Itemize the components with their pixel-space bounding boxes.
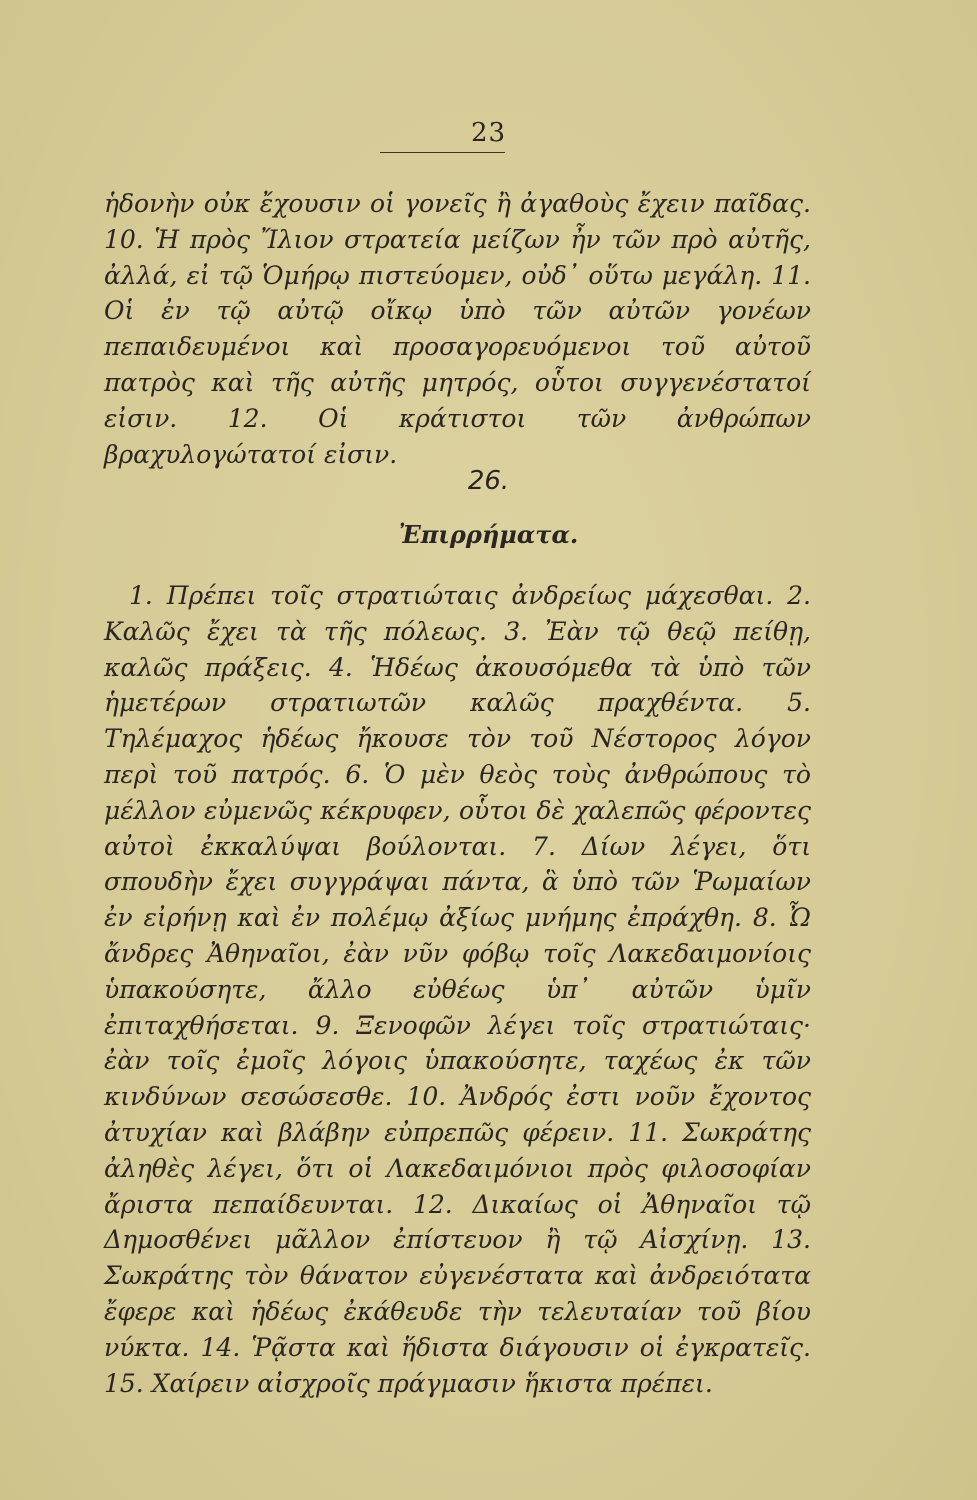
section-title: Ἐπιρρήματα. xyxy=(398,520,579,549)
continued-paragraph: ἡδονὴν οὐκ ἔχουσιν οἱ γονεῖς ἢ ἀγαθοὺς ἔχειν παῖδας. 10. Ἡ πρὸς Ἴλιον στρατεία μείζων ἦν τῶν πρὸ αὐτῆς, ἀλλά, εἰ τῷ Ὁμήρῳ πιστεύομεν, οὐδ᾽ οὕτω μεγάλη. 11. Οἱ ἐν τῷ αὐτῷ οἴκῳ ὑπὸ τῶν αὐτῶν γονέων πεπαιδευμένοι καὶ προσαγορευόμενοι τοῦ αὐτοῦ πατρὸς καὶ τῆς αὐτῆς μητρός, οὗτοι συγγενέστατοί εἰσιν. 12. Οἱ κράτιστοι τῶν ἀνθρώπων βραχυλογώτατοί εἰσιν. xyxy=(104,189,811,469)
exercise-paragraph: 1. Πρέπει τοῖς στρατιώταις ἀνδρείως μάχεσθαι. 2. Καλῶς ἔχει τὰ τῆς πόλεως. 3. Ἐὰν τῷ θεῷ πείθῃ, καλῶς πράξεις. 4. Ἡδέως ἀκουσόμεθα τὰ ὑπὸ τῶν ἡμετέρων στρατιωτῶν καλῶς πραχθέντα. 5. Τηλέμαχος ἡδέως ἤκουσε τὸν τοῦ Νέστορος λόγον περὶ τοῦ πατρός. 6. Ὁ μὲν θεὸς τοὺς ἀνθρώπους τὸ μέλλον εὐμενῶς κέκρυφεν, οὗτοι δὲ χαλεπῶς φέροντες αὐτοὶ ἐκκαλύψαι βούλονται. 7. Δίων λέγει, ὅτι σπουδὴν ἔχει συγγράψαι πάντα, ἃ ὑπὸ τῶν Ῥωμαίων ἐν εἰρήνῃ καὶ ἐν πολέμῳ ἀξίως μνήμης ἐπράχθη. 8. Ὦ ἄνδρες Ἀθηναῖοι, ἐὰν νῦν φόβῳ τοῖς Λακεδαιμονίοις ὑπακούσητε, ἄλλο εὐθέως ὑπ᾽ αὐτῶν ὑμῖν ἐπιταχθήσεται. 9. Ξενοφῶν λέγει τοῖς στρατιώταις· ἐὰν τοῖς ἐμοῖς λόγοις ὑπακούσητε, ταχέως ἐκ τῶν κινδύνων σεσώσεσθε. 10. Ἀνδρός ἐστι νοῦν ἔχοντος ἀτυχίαν καὶ βλάβην εὐπρεπῶς φέρειν. 11. Σωκράτης ἀληθὲς λέγει, ὅτι οἱ Λακεδαιμόνιοι πρὸς φιλοσοφίαν ἄριστα πεπαίδευνται. 12. Δικαίως οἱ Ἀθηναῖοι τῷ Δημοσθένει μᾶλλον ἐπίστευον ἢ τῷ Αἰσχίνῃ. 13. Σωκράτης τὸν θάνατον εὐγενέστατα καὶ ἀνδρειότατα ἔφερε καὶ ἡδέως ἐκάθευδε τὴν τελευταίαν τοῦ βίου νύκτα. 14. Ῥᾷστα καὶ ἥδιστα διάγουσιν οἱ ἐγκρατεῖς. 15. Χαίρειν αἰσχροῖς πράγμασιν ἥκιστα πρέπει. xyxy=(104,581,811,1398)
page-number: 23 xyxy=(470,118,507,148)
section-number: 26. xyxy=(467,466,510,496)
header-rule xyxy=(380,152,505,153)
